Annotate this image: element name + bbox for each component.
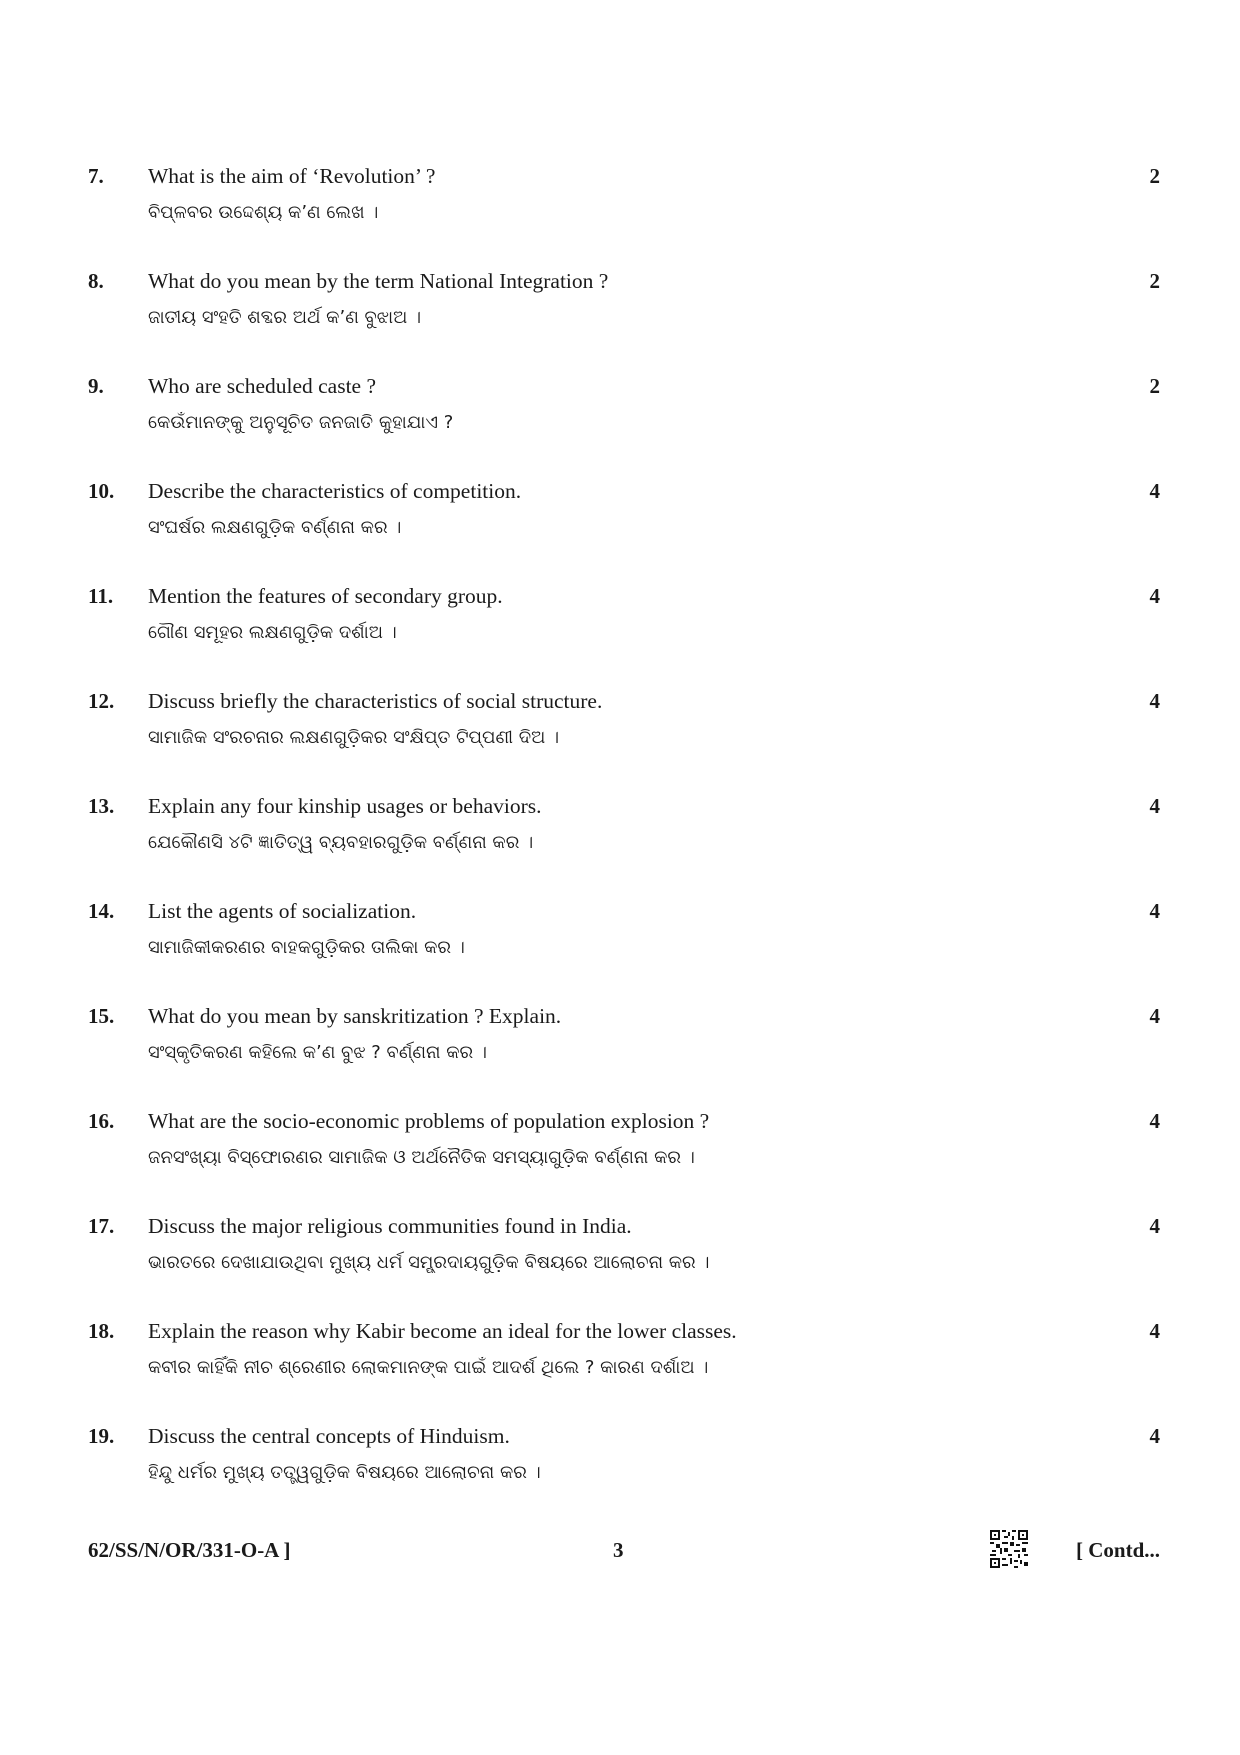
question-marks: 4 — [1149, 899, 1160, 923]
question-text-odia: ଯେକୌଣସି ୪ଟି ଜ୍ଞାତିତ୍ୱ ବ୍ୟବହାରଗୁଡ଼ିକ ବର୍ଣ୍ଣନା କର । — [148, 832, 534, 853]
question-text-odia: କବୀର କାହିଁକି ନୀଚ ଶ୍ରେଣୀର ଲୋକମାନଙ୍କ ପାଇଁ ଆଦର୍ଶ ଥିଲେ ? କାରଣ ଦର୍ଶାଅ । — [148, 1357, 709, 1378]
question-marks: 4 — [1149, 584, 1160, 608]
continued-label: [ Contd... — [1075, 1538, 1160, 1562]
question-text-english: Discuss the central concepts of Hinduism. — [148, 1424, 510, 1448]
question-text-english: Describe the characteristics of competition. — [148, 479, 522, 503]
question-number: 9. — [88, 374, 104, 398]
question-item — [88, 475, 1160, 580]
question-marks: 4 — [1149, 1424, 1160, 1448]
question-number: 10. — [88, 479, 115, 503]
question-text-odia: ସଂଘର୍ଷର ଲକ୍ଷଣଗୁଡ଼ିକ ବର୍ଣ୍ଣନା କର । — [148, 517, 402, 538]
question-marks: 4 — [1149, 1214, 1160, 1238]
question-text-odia: ସଂସ୍କୃତିକରଣ କହିଲେ କ’ଣ ବୁଝ ? ବର୍ଣ୍ଣନା କର । — [148, 1042, 488, 1063]
question-marks: 4 — [1149, 689, 1160, 713]
question-text-odia: ହିନ୍ଦୁ ଧର୍ମର ମୁଖ୍ୟ ତତ୍ତ୍ୱଗୁଡ଼ିକ ବିଷୟରେ ଆଲୋଚନା କର । — [148, 1462, 541, 1483]
question-number: 7. — [88, 164, 104, 188]
question-marks: 4 — [1149, 794, 1160, 818]
question-text-odia: ବିପ୍ଳବର ଉଦ୍ଦେଶ୍ୟ କ’ଣ ଲେଖ । — [148, 202, 379, 223]
question-number: 8. — [88, 269, 104, 293]
question-text-english: List the agents of socialization. — [148, 899, 417, 923]
question-number: 13. — [88, 794, 115, 818]
question-item — [88, 1315, 1160, 1420]
question-text-english: Mention the features of secondary group. — [148, 584, 503, 608]
question-number: 18. — [88, 1319, 115, 1343]
question-item — [88, 895, 1160, 1000]
question-number: 15. — [88, 1004, 115, 1028]
question-text-english: What are the socio-economic problems of population explosion ? — [148, 1109, 710, 1133]
question-marks: 2 — [1149, 374, 1160, 398]
question-number: 16. — [88, 1109, 115, 1133]
question-item — [88, 1000, 1160, 1105]
page-number: 3 — [613, 1538, 624, 1562]
qr-code-icon — [990, 1530, 1028, 1568]
question-item — [88, 1105, 1160, 1210]
question-marks: 4 — [1149, 479, 1160, 503]
question-text-odia: ସାମାଜିକ ସଂରଚନାର ଲକ୍ଷଣଗୁଡ଼ିକର ସଂକ୍ଷିପ୍ତ ଟିପ୍ପଣୀ ଦିଅ । — [148, 727, 560, 748]
question-text-odia: ଗୌଣ ସମୂହର ଲକ୍ଷଣଗୁଡ଼ିକ ଦର୍ଶାଅ । — [148, 622, 397, 643]
question-item — [88, 265, 1160, 370]
question-text-english: What do you mean by the term National Integration ? — [148, 269, 609, 293]
question-item — [88, 580, 1160, 685]
question-item — [88, 790, 1160, 895]
question-number: 17. — [88, 1214, 115, 1238]
question-text-english: Discuss briefly the characteristics of social structure. — [148, 689, 603, 713]
question-number: 11. — [88, 584, 114, 608]
question-marks: 4 — [1149, 1319, 1160, 1343]
question-text-english: What is the aim of ‘Revolution’ ? — [148, 164, 436, 188]
question-text-english: What do you mean by sanskritization ? Explain. — [148, 1004, 562, 1028]
question-marks: 2 — [1149, 164, 1160, 188]
question-item — [88, 1210, 1160, 1315]
question-marks: 4 — [1149, 1004, 1160, 1028]
question-text-odia: ଭାରତରେ ଦେଖାଯାଉଥିବା ମୁଖ୍ୟ ଧର୍ମ ସମ୍ପ୍ରଦାୟଗୁଡ଼ିକ ବିଷୟରେ ଆଲୋଚନା କର । — [148, 1252, 710, 1273]
question-item — [88, 1420, 1160, 1525]
paper-code: 62/SS/N/OR/331-O-A ] — [88, 1538, 291, 1562]
question-marks: 4 — [1149, 1109, 1160, 1133]
question-item — [88, 685, 1160, 790]
question-text-odia: ଜାତୀୟ ସଂହତି ଶବ୍ଦର ଅର୍ଥ କ’ଣ ବୁଝାଅ । — [148, 307, 422, 328]
question-text-english: Explain any four kinship usages or behaviors. — [148, 794, 542, 818]
question-number: 19. — [88, 1424, 115, 1448]
question-item — [88, 370, 1160, 475]
question-text-english: Explain the reason why Kabir become an ideal for the lower classes. — [148, 1319, 737, 1343]
question-number: 14. — [88, 899, 115, 923]
question-text-english: Who are scheduled caste ? — [148, 374, 377, 398]
question-text-odia: କେଉଁମାନଙ୍କୁ ଅନୁସୂଚିତ ଜନଜାତି କୁହାଯାଏ ? — [148, 412, 454, 433]
question-text-odia: ସାମାଜିକୀକରଣର ବାହକଗୁଡ଼ିକର ତାଲିକା କର । — [148, 937, 465, 958]
question-text-odia: ଜନସଂଖ୍ୟା ବିସ୍ଫୋରଣର ସାମାଜିକ ଓ ଅର୍ଥନୈତିକ ସମସ୍ୟାଗୁଡ଼ିକ ବର୍ଣ୍ଣନା କର । — [148, 1147, 695, 1168]
question-number: 12. — [88, 689, 115, 713]
page-footer — [88, 1530, 1160, 1570]
question-text-english: Discuss the major religious communities found in India. — [148, 1214, 632, 1238]
question-list — [88, 160, 1160, 1525]
question-marks: 2 — [1149, 269, 1160, 293]
question-item — [88, 160, 1160, 265]
